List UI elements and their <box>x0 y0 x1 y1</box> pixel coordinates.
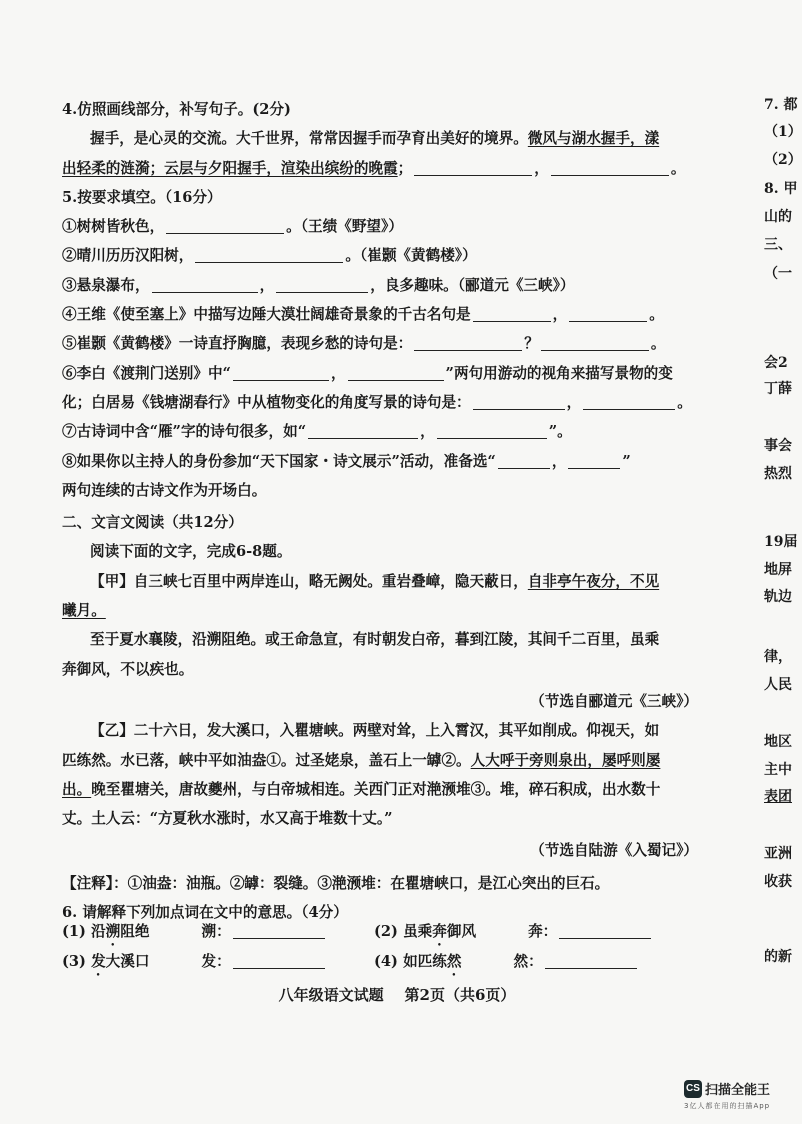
fragment-text: 丁薛 <box>764 381 792 397</box>
phrase: 发大溪口 <box>91 953 150 970</box>
dotted-word: 奔 <box>432 923 447 940</box>
text: ①树树皆秋色， <box>62 218 165 236</box>
text: ， <box>259 276 275 294</box>
text: ⑧如果你以主持人的身份参加“天下国家・诗文展示”活动，准备选“ <box>62 452 496 470</box>
text: 二、文言文阅读（共12分） <box>62 514 243 532</box>
text: ”两句用游动的视角来描写景物的变 <box>445 364 673 382</box>
text-line <box>62 183 698 212</box>
answer-blank[interactable] <box>414 332 522 351</box>
answer-blank[interactable] <box>308 420 418 439</box>
q6-item <box>374 917 686 947</box>
phrase: 如匹练然 <box>403 953 462 970</box>
text-line <box>62 329 698 358</box>
underlined-text: 曦月。 <box>62 602 106 620</box>
key-word: 然： <box>513 953 543 970</box>
fragment-text: 事会 <box>764 438 792 454</box>
phrase: 虽乘奔御风 <box>403 923 477 940</box>
dotted-word: 溯 <box>105 923 121 940</box>
answer-blank[interactable] <box>545 950 637 969</box>
answer-blank[interactable] <box>276 274 368 293</box>
text-line <box>62 124 698 153</box>
text-line <box>62 300 698 329</box>
answer-blank[interactable] <box>541 332 649 351</box>
text: ④王维《使至塞上》中描写边陲大漠壮阔雄奇景象的千古名句是 <box>62 306 471 324</box>
text: ， <box>330 364 346 382</box>
answer-blank[interactable] <box>414 157 532 176</box>
answer-blank[interactable] <box>473 391 565 410</box>
key-word: 溯： <box>201 923 231 940</box>
text-line <box>62 596 698 625</box>
text: 6. 请解释下列加点词在文中的意思。（4分） <box>62 904 348 922</box>
underlined-text: 人大呼于旁则泉出，屡呼则屡 <box>470 751 661 769</box>
text: 【甲】自三峡七百里中两岸连山，略无阙处。重岩叠嶂，隐天蔽日， <box>90 572 528 590</box>
answer-blank[interactable] <box>152 274 258 293</box>
text: ， <box>551 452 567 470</box>
answer-blank[interactable] <box>559 920 651 939</box>
fragment-text: 的新 <box>764 949 792 965</box>
answer-blank[interactable] <box>551 157 669 176</box>
text: 【注释】：①油盎：油瓶。②罅：裂缝。③滟滪堆：在瞿塘峡口，是江心突出的巨石。 <box>62 874 610 892</box>
key-word: 发： <box>201 953 231 970</box>
text-line <box>62 95 698 124</box>
text-line <box>62 655 698 684</box>
fragment-text: （1） <box>764 124 802 140</box>
fragment-text: 律， <box>764 649 792 665</box>
text: 丈。土人云：“方夏秋水涨时，水又高于堆数十丈。” <box>62 810 393 828</box>
text: 匹练然。水已落，峡中平如油盎①。过圣姥泉，盖石上一罅②。 <box>62 751 471 769</box>
key-word: 奔： <box>528 923 558 940</box>
text: ⑤崔颢《黄鹤楼》一诗直抒胸臆，表现乡愁的诗句是： <box>62 335 413 353</box>
question-6-items <box>62 917 686 977</box>
item-number: (3) <box>62 953 86 970</box>
answer-blank[interactable] <box>195 244 343 263</box>
text: 阅读下面的文字，完成6-8题。 <box>90 543 292 561</box>
text: （节选自陆游《入蜀记》） <box>530 842 698 860</box>
answer-blank[interactable] <box>437 420 547 439</box>
text-line <box>62 687 698 716</box>
item-number: (4) <box>374 953 398 970</box>
text-line <box>62 716 698 745</box>
text: ②晴川历历汉阳树， <box>62 247 194 265</box>
answer-blank[interactable] <box>569 303 647 322</box>
fragment-text: 热烈 <box>764 466 792 482</box>
text: 5.按要求填空。（16分） <box>62 188 222 206</box>
page-number: 第2页（共6页） <box>404 986 516 1004</box>
answer-blank[interactable] <box>233 950 325 969</box>
q6-item <box>62 947 374 977</box>
text-line <box>62 775 698 804</box>
text-line <box>62 154 698 183</box>
text-line <box>62 537 698 566</box>
text: 晚至瞿塘关，唐故夔州，与白帝城相连。关西门正对滟滪堆③。堆，碎石积成，出水数十 <box>91 780 661 798</box>
dotted-word: 然 <box>446 953 462 970</box>
text: 4.仿照画线部分，补写句子。(2分) <box>62 101 291 118</box>
text: 。（王绩《野望》） <box>286 218 403 236</box>
text: ”。 <box>548 423 572 441</box>
text: ③悬泉瀑布， <box>62 276 150 294</box>
text: ； <box>397 159 413 177</box>
page-footer <box>0 984 794 1005</box>
text-line <box>62 836 698 865</box>
fragment-text: 山的 <box>764 209 792 225</box>
text-line <box>62 476 698 505</box>
text-line <box>62 359 698 388</box>
text-line <box>62 241 698 270</box>
answer-blank[interactable] <box>233 920 325 939</box>
text: 。（崔颢《黄鹤楼》） <box>345 247 477 265</box>
exam-body <box>62 95 698 927</box>
answer-blank[interactable] <box>166 215 284 234</box>
text: 化；白居易《钱塘湖春行》中从植物变化的角度写景的诗句是： <box>62 393 471 411</box>
text-line <box>62 508 698 537</box>
fragment-text: 收获 <box>764 874 792 890</box>
text: 奔御风，不以疾也。 <box>62 660 194 678</box>
watermark-tagline: 3亿人都在用的扫描App <box>684 1102 771 1110</box>
text-line <box>62 388 698 417</box>
text: （节选自郦道元《三峡》） <box>530 692 698 710</box>
fragment-text: 19届 <box>764 534 798 550</box>
text-line <box>62 417 698 446</box>
underlined-text: 出。 <box>62 780 92 798</box>
fragment-text: 8. 甲 <box>764 181 798 197</box>
text: 。 <box>650 335 666 353</box>
text: ， <box>566 393 582 411</box>
underlined-text: 微风与湖水握手，漾 <box>527 130 660 148</box>
phrase: 沿溯阻绝 <box>91 923 150 940</box>
text: 至于夏水襄陵，沿溯阻绝。或王命急宣，有时朝发白帝，暮到江陵，其间千二百里，虽乘 <box>90 631 660 649</box>
fragment-text: 表团 <box>764 789 792 805</box>
item-number: (2) <box>374 923 398 940</box>
exam-title: 八年级语文试题 <box>278 986 384 1004</box>
fragment-text: 亚洲 <box>764 846 792 862</box>
text: ⑦古诗词中含“雁”字的诗句很多，如“ <box>62 423 307 441</box>
text: 【乙】二十六日，发大溪口，入瞿塘峡。两壁对耸，上入霄汉，其平如削成。仰视天，如 <box>90 722 660 740</box>
answer-blank[interactable] <box>473 303 551 322</box>
text: ？ <box>524 335 539 353</box>
watermark-name: 扫描全能王 <box>705 1083 771 1098</box>
text-line <box>62 869 698 898</box>
text: 。 <box>649 306 664 324</box>
text-line <box>62 625 698 654</box>
fragment-text: 地区 <box>764 734 792 750</box>
answer-blank[interactable] <box>583 391 675 410</box>
answer-blank[interactable] <box>233 362 329 381</box>
q6-item <box>374 947 686 977</box>
fragment-text: 三、 <box>764 237 792 253</box>
text-line <box>62 212 698 241</box>
text: 。 <box>677 393 692 411</box>
q6-item <box>62 917 374 947</box>
fragment-text: （一 <box>764 266 792 282</box>
text-line <box>62 447 698 476</box>
answer-blank[interactable] <box>348 362 444 381</box>
camscanner-logo-icon: CS <box>684 1080 702 1098</box>
text-line <box>62 746 698 775</box>
text: 。 <box>670 159 686 177</box>
text: ， <box>420 423 435 441</box>
text: 握手，是心灵的交流。大千世界，常常因握手而孕育出美好的境界。 <box>90 130 528 148</box>
answer-blank[interactable] <box>568 450 620 469</box>
camscanner-watermark <box>684 1078 770 1111</box>
text-line <box>62 804 698 833</box>
fragment-text: 轨边 <box>764 589 792 605</box>
answer-blank[interactable] <box>498 450 550 469</box>
item-number: (1) <box>62 923 86 940</box>
underlined-text: 自非亭午夜分，不见 <box>527 572 660 590</box>
text-line <box>62 567 698 596</box>
fragment-text: （2） <box>764 152 802 168</box>
fragment-text: 会2 <box>764 355 788 371</box>
text: ” <box>622 452 631 470</box>
text: ， <box>534 159 549 177</box>
text-line <box>62 271 698 300</box>
underlined-text: 出轻柔的涟漪；云层与夕阳握手，渲染出缤纷的晚霞 <box>62 159 398 177</box>
fragment-text: 地屏 <box>764 562 792 578</box>
fragment-text: 主中 <box>764 762 792 778</box>
text: ， <box>552 306 568 324</box>
fragment-text: 7. 都 <box>764 97 798 113</box>
fragment-text: 人民 <box>764 677 792 693</box>
dotted-word: 发 <box>91 953 106 970</box>
text: ⑥李白《渡荆门送别》中“ <box>62 364 231 382</box>
text: ，良多趣味。（郦道元《三峡》） <box>370 276 575 294</box>
text: 两句连续的古诗文作为开场白。 <box>62 481 267 499</box>
